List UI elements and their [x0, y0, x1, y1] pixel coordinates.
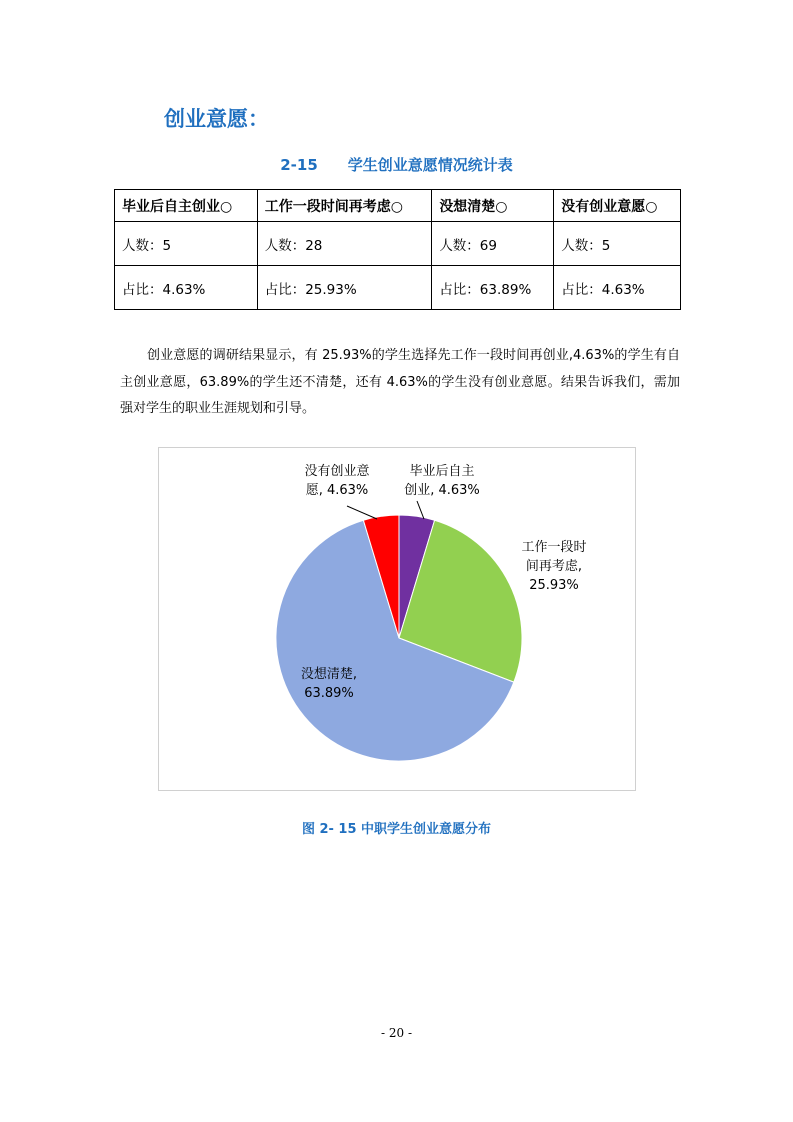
table-cell: 人数：5 — [554, 222, 681, 266]
header-cell: 没有创业意愿○ — [554, 190, 681, 222]
slice-label: 毕业后自主创业, 4.63% — [404, 464, 480, 498]
stats-table — [114, 189, 681, 310]
table-row — [115, 222, 681, 266]
header-cell: 没想清楚○ — [432, 190, 554, 222]
table-row — [115, 266, 681, 310]
page-number: - 20 - — [380, 1026, 412, 1040]
slice-label: 没想清楚, 63.89% — [300, 667, 358, 701]
leader-line — [347, 506, 377, 519]
table-cell: 人数：69 — [432, 222, 554, 266]
figure-caption: 图 2- 15 中职学生创业意愿分布 — [301, 822, 492, 837]
section-heading: 创业意愿： — [164, 107, 269, 131]
table-cell: 占比：63.89% — [432, 266, 554, 310]
table-cell: 占比：4.63% — [554, 266, 681, 310]
table-cell: 人数：28 — [257, 222, 432, 266]
slice-label: 没有创业意愿, 4.63% — [304, 464, 370, 498]
pie-chart — [158, 447, 636, 791]
table-cell: 人数：5 — [115, 222, 258, 266]
pie-chart-svg — [159, 448, 637, 792]
body-paragraph: 创业意愿的调研结果显示，有 25.93%的学生选择先工作一段时间再创业,4.63%的学生有自主创业意愿，63.89%的学生还不清楚，还有 4.63%的学生没有创业意愿。结果告诉我们，需加强对学生的职业生涯规划和引导。 — [120, 348, 680, 416]
table-header-row — [115, 190, 681, 222]
table-cell: 占比：25.93% — [257, 266, 432, 310]
slice-label: 工作一段时间再考虑, 25.93% — [521, 540, 587, 593]
header-cell: 工作一段时间再考虑○ — [257, 190, 432, 222]
table-cell: 占比：4.63% — [115, 266, 258, 310]
table-title: 2-15 学生创业意愿情况统计表 — [280, 156, 513, 174]
header-cell: 毕业后自主创业○ — [115, 190, 258, 222]
